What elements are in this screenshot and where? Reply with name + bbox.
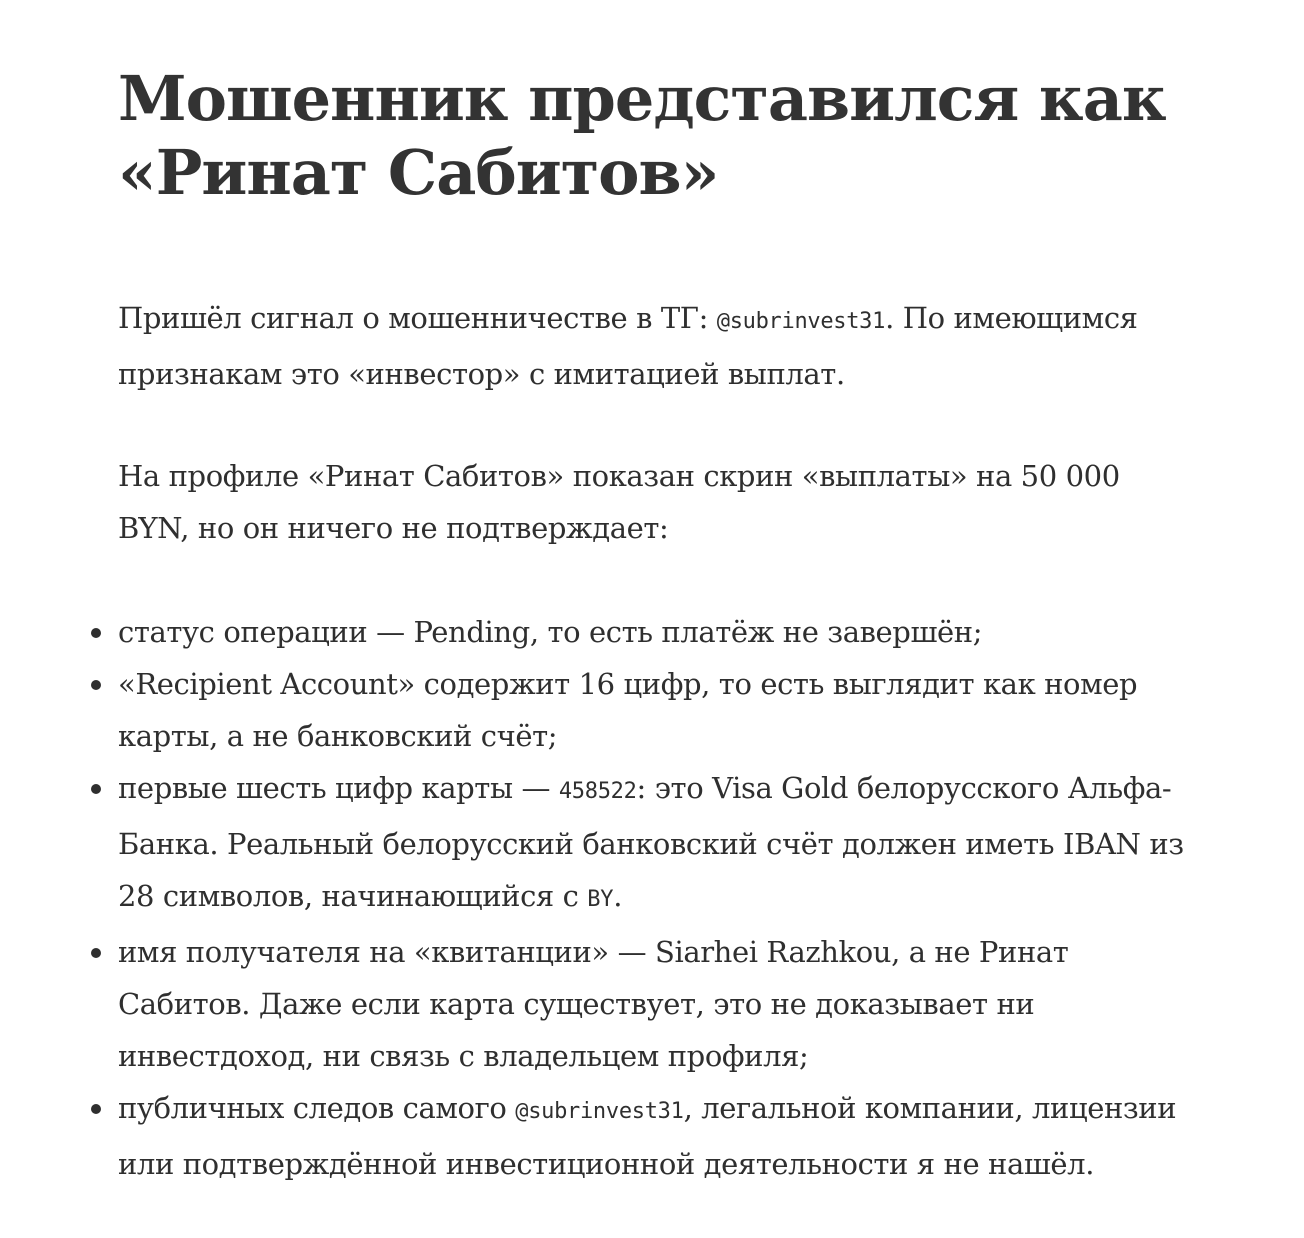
public-traces-text-after: , легальной компании, лицензии или подтверждённой инвестиционной деятельности я не нашёл. xyxy=(118,1091,1177,1181)
list-item-recipient-name: имя получателя на «квитанции» — Siarhei Razhkou, а не Ринат Сабитов. Даже если карта существует, это не доказывает ни инвестдоход, ни связь с владельцем профиля; xyxy=(118,926,1194,1082)
card-bin-text-before: первые шесть цифр карты — xyxy=(118,771,559,805)
article-title xyxy=(118,62,1194,210)
intro-paragraph xyxy=(118,292,1194,400)
intro-text-before: Пришёл сигнал о мошенничестве в ТГ: xyxy=(118,301,717,335)
article-title-line1: Мошенник представился как xyxy=(118,62,1166,135)
card-bin-code: 458522 xyxy=(558,779,637,804)
profile-paragraph: На профиле «Ринат Сабитов» показан скрин «выплаты» на 50 000 BYN, но он ничего не подтверждает: xyxy=(118,459,1120,545)
list-item-public-traces xyxy=(118,1082,1194,1190)
telegram-handle-code: @subrinvest31 xyxy=(716,309,886,334)
evidence-list xyxy=(118,606,1194,1190)
telegram-handle-code-2: @subrinvest31 xyxy=(515,1099,684,1124)
article-title-line2: «Ринат Сабитов» xyxy=(118,136,719,209)
card-bin-text-middle: : это Visa Gold белорусского Альфа-Банка. Реальный белорусский банковский счёт должен иметь IBAN из 28 символов, начинающийся с xyxy=(118,771,1184,913)
iban-prefix-code: BY xyxy=(587,887,614,912)
list-item-status: статус операции — Pending, то есть платёж не завершён; xyxy=(118,606,1194,658)
public-traces-text-before: публичных следов самого xyxy=(118,1091,516,1125)
intro-text-after: . По имеющимся признакам это «инвестор» с имитацией выплат. xyxy=(118,301,1138,391)
list-item-card-bin xyxy=(118,762,1194,926)
list-item-recipient-account: «Recipient Account» содержит 16 цифр, то есть выглядит как номер карты, а не банковский счёт; xyxy=(118,658,1194,762)
card-bin-text-after: . xyxy=(613,879,623,913)
